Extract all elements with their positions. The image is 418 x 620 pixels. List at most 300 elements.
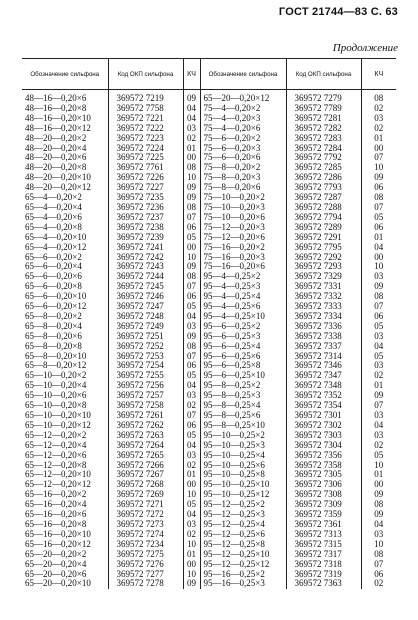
- col-header-kch: КЧ: [183, 59, 200, 90]
- right-kch-cell: 01: [361, 134, 396, 144]
- left-okp-code-cell: 369572 7252: [108, 342, 183, 352]
- table-row: [22, 579, 396, 589]
- left-kch-cell: 04: [183, 441, 200, 451]
- right-designation-cell: 95—4—0,25×2: [200, 272, 286, 282]
- right-okp-code-cell: 369572 7285: [286, 163, 361, 173]
- left-kch-cell: 01: [183, 470, 200, 480]
- col-header-okp-code-right: Код ОКП сильфона: [286, 59, 361, 90]
- right-designation-cell: 95—12—0,25×12: [200, 560, 286, 570]
- left-designation-cell: 48—16—0,20×10: [25, 112, 91, 123]
- left-okp-code-cell: 369572 7262: [108, 421, 183, 431]
- right-designation-cell: 95—6—0,25×10: [200, 371, 286, 381]
- left-kch-cell: 08: [183, 203, 200, 213]
- left-designation-cell: 65—12—0,20×4: [25, 439, 87, 450]
- right-designation-cell: 95—6—0,25×8: [200, 361, 286, 371]
- left-designation-cell: 48—20—0,20×10: [25, 172, 91, 183]
- right-okp-code-cell: 369572 7289: [286, 223, 361, 233]
- right-okp-code-cell: 369572 7304: [286, 441, 361, 451]
- right-designation-cell: 95—12—0,25×10: [200, 550, 286, 560]
- col-header-designation-right: Обозначение сильфона: [200, 59, 286, 90]
- left-okp-code-cell: 369572 7268: [108, 480, 183, 490]
- right-okp-code-cell: 369572 7356: [286, 451, 361, 461]
- table-row: [22, 243, 396, 253]
- left-kch-cell: 05: [183, 371, 200, 381]
- left-okp-code-cell: 369572 7267: [108, 470, 183, 480]
- left-okp-code-cell: 369572 7264: [108, 441, 183, 451]
- left-designation-cell: 48—20—0,20×4: [25, 142, 87, 153]
- right-kch-cell: 07: [361, 203, 396, 213]
- right-okp-code-cell: 369572 7291: [286, 233, 361, 243]
- right-kch-cell: 03: [361, 411, 396, 421]
- right-okp-code-cell: 369572 7334: [286, 312, 361, 322]
- left-designation-cell: 65—8—0,20×8: [25, 340, 82, 351]
- left-designation-cell: 65—4—0,20×2: [25, 192, 82, 203]
- right-designation-cell: 95—8—0,25×2: [200, 381, 286, 391]
- left-designation-cell: 65—6—0,20×12: [25, 301, 87, 312]
- right-okp-code-cell: 369572 7314: [286, 352, 361, 362]
- left-okp-code-cell: 369572 7236: [108, 203, 183, 213]
- right-okp-code-cell: 369572 7793: [286, 183, 361, 193]
- right-okp-code-cell: 369572 7282: [286, 124, 361, 134]
- right-kch-cell: 05: [361, 352, 396, 362]
- left-designation-cell: 48—20—0,20×8: [25, 162, 87, 173]
- left-kch-cell: 03: [183, 124, 200, 134]
- left-okp-code-cell: 369572 7255: [108, 371, 183, 381]
- left-okp-code-cell: 369572 7238: [108, 223, 183, 233]
- left-okp-code-cell: 369572 7234: [108, 540, 183, 550]
- left-kch-cell: 07: [183, 352, 200, 362]
- left-designation-cell: 65—4—0,20×6: [25, 211, 82, 222]
- right-okp-code-cell: 369572 7338: [286, 332, 361, 342]
- bellows-code-table: [22, 58, 396, 589]
- right-designation-cell: 75—8—0,20×3: [200, 173, 286, 183]
- right-designation-cell: 75—4—0,20×3: [200, 114, 286, 124]
- left-designation-cell: 65—10—0,20×2: [25, 370, 87, 381]
- left-designation-cell: 65—16—0,20×12: [25, 538, 91, 549]
- right-kch-cell: 05: [361, 322, 396, 332]
- left-designation-cell: 65—8—0,20×10: [25, 350, 87, 361]
- right-designation-cell: 95—12—0,25×4: [200, 520, 286, 530]
- left-kch-cell: 09: [183, 262, 200, 272]
- right-kch-cell: 03: [361, 114, 396, 124]
- left-designation-cell: 65—10—0,20×8: [25, 400, 87, 411]
- left-kch-cell: 10: [183, 540, 200, 550]
- left-designation-cell: 65—20—0,20×2: [25, 548, 87, 559]
- left-okp-code-cell: 369572 7235: [108, 193, 183, 203]
- right-okp-code-cell: 369572 7313: [286, 530, 361, 540]
- left-designation-cell: 65—4—0,20×8: [25, 221, 82, 232]
- left-kch-cell: 09: [183, 183, 200, 193]
- right-kch-cell: 00: [361, 144, 396, 154]
- left-okp-code-cell: 369572 7246: [108, 292, 183, 302]
- right-okp-code-cell: 369572 7363: [286, 579, 361, 589]
- left-kch-cell: 08: [183, 272, 200, 282]
- left-okp-code-cell: 369572 7263: [108, 431, 183, 441]
- left-kch-cell: 09: [183, 332, 200, 342]
- left-kch-cell: 04: [183, 104, 200, 114]
- left-kch-cell: 04: [183, 381, 200, 391]
- right-okp-code-cell: 369572 7336: [286, 322, 361, 332]
- left-designation-cell: 65—12—0,20×6: [25, 449, 87, 460]
- left-okp-code-cell: 369572 7219: [108, 94, 183, 104]
- right-kch-cell: 09: [361, 510, 396, 520]
- left-okp-code-cell: 369572 7241: [108, 243, 183, 253]
- left-kch-cell: 03: [183, 391, 200, 401]
- right-designation-cell: 95—12—0,25×6: [200, 530, 286, 540]
- left-okp-code-cell: 369572 7274: [108, 530, 183, 540]
- left-kch-cell: 05: [183, 302, 200, 312]
- right-designation-cell: 75—12—0,20×6: [200, 233, 286, 243]
- right-kch-cell: 08: [361, 94, 396, 104]
- right-designation-cell: 95—10—0,25×10: [200, 480, 286, 490]
- left-kch-cell: 03: [183, 451, 200, 461]
- col-header-okp-code: Код ОКП сильфона: [108, 59, 183, 90]
- right-kch-cell: 08: [361, 193, 396, 203]
- right-designation-cell: 95—12—0,25×3: [200, 510, 286, 520]
- left-kch-cell: 05: [183, 233, 200, 243]
- left-kch-cell: 09: [183, 94, 200, 104]
- left-designation-cell: 65—8—0,20×2: [25, 310, 82, 321]
- right-designation-cell: 95—8—0,25×4: [200, 401, 286, 411]
- left-kch-cell: 09: [183, 193, 200, 203]
- right-kch-cell: 02: [361, 371, 396, 381]
- left-okp-code-cell: 369572 7275: [108, 550, 183, 560]
- right-designation-cell: 95—12—0,25×2: [200, 500, 286, 510]
- left-kch-cell: 04: [183, 510, 200, 520]
- right-kch-cell: 04: [361, 243, 396, 253]
- left-designation-cell: 65—12—0,20×8: [25, 459, 87, 470]
- left-kch-cell: 08: [183, 163, 200, 173]
- right-kch-cell: 02: [361, 579, 396, 589]
- right-designation-cell: 95—12—0,25×8: [200, 540, 286, 550]
- right-kch-cell: 03: [361, 431, 396, 441]
- right-designation-cell: 95—4—0,25×10: [200, 312, 286, 322]
- right-okp-code-cell: 369572 7347: [286, 371, 361, 381]
- left-designation-cell: 48—20—0,20×6: [25, 152, 87, 163]
- right-designation-cell: 95—10—0,25×4: [200, 451, 286, 461]
- right-designation-cell: 95—4—0,25×6: [200, 302, 286, 312]
- right-designation-cell: 75—10—0,20×3: [200, 203, 286, 213]
- right-kch-cell: 09: [361, 282, 396, 292]
- left-kch-cell: 07: [183, 213, 200, 223]
- left-designation-cell: 65—6—0,20×10: [25, 291, 87, 302]
- left-okp-code-cell: 369572 7276: [108, 560, 183, 570]
- left-kch-cell: 02: [183, 461, 200, 471]
- left-designation-cell: 65—6—0,20×8: [25, 281, 82, 292]
- left-designation-cell: 48—20—0,20×12: [25, 182, 91, 193]
- right-designation-cell: 95—4—0,25×3: [200, 282, 286, 292]
- right-okp-code-cell: 369572 7303: [286, 431, 361, 441]
- col-header-kch-right: КЧ: [361, 59, 396, 90]
- right-kch-cell: 10: [361, 461, 396, 471]
- left-kch-cell: 08: [183, 342, 200, 352]
- left-kch-cell: 01: [183, 144, 200, 154]
- left-designation-cell: 65—12—0,20×10: [25, 469, 91, 480]
- right-designation-cell: 75—6—0,20×6: [200, 153, 286, 163]
- right-designation-cell: 75—8—0,20×2: [200, 163, 286, 173]
- right-kch-cell: 05: [361, 451, 396, 461]
- left-designation-cell: 65—6—0,20×2: [25, 251, 82, 262]
- left-okp-code-cell: 369572 7226: [108, 173, 183, 183]
- right-kch-cell: 09: [361, 391, 396, 401]
- left-kch-cell: 06: [183, 421, 200, 431]
- right-designation-cell: 95—16—0,25×3: [200, 579, 286, 589]
- left-kch-cell: 05: [183, 431, 200, 441]
- right-designation-cell: 75—6—0,20×3: [200, 144, 286, 154]
- right-okp-code-cell: 369572 7319: [286, 570, 361, 580]
- right-kch-cell: 07: [361, 401, 396, 411]
- left-kch-cell: 09: [183, 579, 200, 589]
- right-okp-code-cell: 369572 7305: [286, 470, 361, 480]
- table-header-row: [22, 59, 396, 90]
- right-okp-code-cell: 369572 7333: [286, 302, 361, 312]
- left-okp-code-cell: 369572 7251: [108, 332, 183, 342]
- right-okp-code-cell: 369572 7283: [286, 134, 361, 144]
- left-kch-cell: 06: [183, 361, 200, 371]
- right-okp-code-cell: 369572 7293: [286, 262, 361, 272]
- right-okp-code-cell: 369572 7281: [286, 114, 361, 124]
- right-designation-cell: 95—10—0,25×3: [200, 441, 286, 451]
- right-kch-cell: 10: [361, 262, 396, 272]
- left-okp-code-cell: 369572 7266: [108, 461, 183, 471]
- right-designation-cell: 95—16—0,25×2: [200, 570, 286, 580]
- right-kch-cell: 06: [361, 223, 396, 233]
- left-okp-code-cell: 369572 7223: [108, 134, 183, 144]
- left-kch-cell: 03: [183, 520, 200, 530]
- left-okp-code-cell: 369572 7258: [108, 401, 183, 411]
- left-designation-cell: 65—16—0,20×4: [25, 499, 87, 510]
- left-okp-code-cell: 369572 7256: [108, 381, 183, 391]
- left-kch-cell: 10: [183, 173, 200, 183]
- right-okp-code-cell: 369572 7317: [286, 550, 361, 560]
- left-designation-cell: 48—16—0,20×12: [25, 122, 91, 133]
- right-kch-cell: 07: [361, 153, 396, 163]
- left-okp-code-cell: 369572 7224: [108, 144, 183, 154]
- right-okp-code-cell: 369572 7302: [286, 421, 361, 431]
- right-kch-cell: 06: [361, 570, 396, 580]
- left-kch-cell: 07: [183, 411, 200, 421]
- left-okp-code-cell: 369572 7273: [108, 520, 183, 530]
- right-okp-code-cell: 369572 7346: [286, 361, 361, 371]
- left-okp-code-cell: 369572 7254: [108, 361, 183, 371]
- right-kch-cell: 10: [361, 163, 396, 173]
- right-designation-cell: 95—4—0,25×4: [200, 292, 286, 302]
- right-kch-cell: 08: [361, 500, 396, 510]
- right-kch-cell: 01: [361, 470, 396, 480]
- right-kch-cell: 06: [361, 312, 396, 322]
- left-okp-code-cell: 369572 7272: [108, 510, 183, 520]
- left-okp-code-cell: 369572 7247: [108, 302, 183, 312]
- left-kch-cell: 06: [183, 292, 200, 302]
- right-okp-code-cell: 369572 7287: [286, 193, 361, 203]
- left-okp-code-cell: 369572 7225: [108, 153, 183, 163]
- right-kch-cell: 00: [361, 253, 396, 263]
- left-okp-code-cell: 369572 7278: [108, 579, 183, 589]
- table-body: [22, 90, 396, 590]
- page-header: ГОСТ 21744—83 С. 63: [278, 6, 398, 18]
- right-designation-cell: 95—6—0,25×3: [200, 332, 286, 342]
- right-designation-cell: 75—16—0,20×2: [200, 243, 286, 253]
- left-okp-code-cell: 369572 7237: [108, 213, 183, 223]
- left-designation-cell: 65—20—0,20×6: [25, 568, 87, 579]
- right-okp-code-cell: 369572 7792: [286, 153, 361, 163]
- left-kch-cell: 06: [183, 223, 200, 233]
- left-kch-cell: 00: [183, 480, 200, 490]
- right-kch-cell: 10: [361, 540, 396, 550]
- left-designation-cell: 48—16—0,20×8: [25, 102, 87, 113]
- right-kch-cell: 01: [361, 381, 396, 391]
- right-designation-cell: 75—10—0,20×6: [200, 213, 286, 223]
- right-okp-code-cell: 369572 7358: [286, 461, 361, 471]
- left-designation-cell: 65—8—0,20×4: [25, 320, 82, 331]
- right-okp-code-cell: 369572 7286: [286, 173, 361, 183]
- left-designation-cell: 65—8—0,20×12: [25, 360, 87, 371]
- right-designation-cell: 95—8—0,25×10: [200, 421, 286, 431]
- left-designation-cell: 65—12—0,20×2: [25, 429, 87, 440]
- right-designation-cell: 75—4—0,20×2: [200, 104, 286, 114]
- right-kch-cell: 04: [361, 342, 396, 352]
- right-okp-code-cell: 369572 7284: [286, 144, 361, 154]
- right-designation-cell: 75—4—0,20×6: [200, 124, 286, 134]
- right-kch-cell: 01: [361, 233, 396, 243]
- left-designation-cell: 65—12—0,20×12: [25, 479, 91, 490]
- right-kch-cell: 08: [361, 550, 396, 560]
- left-designation-cell: 65—4—0,20×12: [25, 241, 87, 252]
- left-kch-cell: 07: [183, 282, 200, 292]
- left-okp-code-cell: 369572 7249: [108, 322, 183, 332]
- left-okp-code-cell: 369572 7244: [108, 272, 183, 282]
- right-kch-cell: 02: [361, 124, 396, 134]
- right-kch-cell: 02: [361, 104, 396, 114]
- right-okp-code-cell: 369572 7329: [286, 272, 361, 282]
- right-okp-code-cell: 369572 7794: [286, 213, 361, 223]
- right-designation-cell: 75—16—0,20×6: [200, 262, 286, 272]
- right-designation-cell: 95—10—0,25×2: [200, 431, 286, 441]
- right-designation-cell: 95—10—0,25×12: [200, 490, 286, 500]
- left-okp-code-cell: 369572 7227: [108, 183, 183, 193]
- right-okp-code-cell: 369572 7359: [286, 510, 361, 520]
- right-kch-cell: 09: [361, 490, 396, 500]
- right-kch-cell: 04: [361, 520, 396, 530]
- left-okp-code-cell: 369572 7248: [108, 312, 183, 322]
- left-okp-code-cell: 369572 7243: [108, 262, 183, 272]
- right-okp-code-cell: 369572 7308: [286, 490, 361, 500]
- right-designation-cell: 95—6—0,25×4: [200, 342, 286, 352]
- left-designation-cell: 65—20—0,20×10: [25, 578, 91, 589]
- left-designation-cell: 65—16—0,20×6: [25, 509, 87, 520]
- right-okp-code-cell: 369572 7279: [286, 94, 361, 104]
- right-okp-code-cell: 369572 7352: [286, 391, 361, 401]
- left-designation-cell: 65—10—0,20×10: [25, 410, 91, 420]
- left-okp-code-cell: 369572 7261: [108, 411, 183, 421]
- right-kch-cell: 07: [361, 302, 396, 312]
- left-kch-cell: 00: [183, 153, 200, 163]
- left-okp-code-cell: 369572 7269: [108, 490, 183, 500]
- left-kch-cell: 00: [183, 243, 200, 253]
- left-okp-code-cell: 369572 7221: [108, 114, 183, 124]
- right-designation-cell: 75—12—0,20×3: [200, 223, 286, 233]
- right-kch-cell: 02: [361, 441, 396, 451]
- right-okp-code-cell: 369572 7331: [286, 282, 361, 292]
- left-designation-cell: 48—20—0,20×2: [25, 132, 87, 143]
- right-kch-cell: 03: [361, 530, 396, 540]
- left-designation-cell: 65—20—0,20×4: [25, 558, 87, 569]
- right-designation-cell: 75—16—0,20×3: [200, 253, 286, 263]
- right-okp-code-cell: 369572 7361: [286, 520, 361, 530]
- right-okp-code-cell: 369572 7309: [286, 500, 361, 510]
- right-designation-cell: 95—6—0,25×6: [200, 352, 286, 362]
- left-designation-cell: 65—16—0,20×8: [25, 518, 87, 529]
- left-okp-code-cell: 369572 7257: [108, 391, 183, 401]
- left-kch-cell: 05: [183, 500, 200, 510]
- left-kch-cell: 02: [183, 134, 200, 144]
- left-kch-cell: 04: [183, 312, 200, 322]
- left-kch-cell: 10: [183, 253, 200, 263]
- left-kch-cell: 01: [183, 550, 200, 560]
- right-kch-cell: 00: [361, 480, 396, 490]
- left-designation-cell: 65—10—0,20×12: [25, 419, 91, 430]
- left-okp-code-cell: 369572 7222: [108, 124, 183, 134]
- left-kch-cell: 03: [183, 322, 200, 332]
- right-kch-cell: 03: [361, 272, 396, 282]
- left-designation-cell: 65—4—0,20×10: [25, 231, 87, 242]
- col-header-designation: Обозначение сильфона: [22, 59, 108, 90]
- right-kch-cell: 04: [361, 421, 396, 431]
- left-designation-cell: 65—6—0,20×6: [25, 271, 82, 282]
- right-okp-code-cell: 369572 7348: [286, 381, 361, 391]
- right-kch-cell: 06: [361, 183, 396, 193]
- right-okp-code-cell: 369572 7288: [286, 203, 361, 213]
- left-designation-cell: 65—10—0,20×6: [25, 390, 87, 401]
- left-okp-code-cell: 369572 7239: [108, 233, 183, 243]
- left-designation-cell: 65—16—0,20×2: [25, 489, 87, 500]
- right-okp-code-cell: 369572 7306: [286, 480, 361, 490]
- left-kch-cell: 02: [183, 401, 200, 411]
- right-designation-cell: 75—8—0,20×6: [200, 183, 286, 193]
- continuation-label: Продолжение: [332, 42, 398, 54]
- right-okp-code-cell: 369572 7354: [286, 401, 361, 411]
- left-designation-cell: 65—4—0,20×4: [25, 201, 82, 212]
- right-okp-code-cell: 369572 7332: [286, 292, 361, 302]
- right-kch-cell: 05: [361, 213, 396, 223]
- left-okp-code-cell: 369572 7253: [108, 352, 183, 362]
- right-designation-cell: 95—6—0,25×2: [200, 322, 286, 332]
- left-okp-code-cell: 369572 7265: [108, 451, 183, 461]
- right-designation-cell: 95—10—0,25×6: [200, 461, 286, 471]
- right-kch-cell: 07: [361, 560, 396, 570]
- right-designation-cell: 75—10—0,20×2: [200, 193, 286, 203]
- left-kch-cell: 04: [183, 114, 200, 124]
- left-designation-cell: 65—10—0,20×4: [25, 380, 87, 391]
- right-okp-code-cell: 369572 7789: [286, 104, 361, 114]
- right-designation-cell: 95—10—0,25×8: [200, 470, 286, 480]
- left-kch-cell: 00: [183, 560, 200, 570]
- left-kch-cell: 10: [183, 490, 200, 500]
- table-row: [22, 560, 396, 570]
- right-kch-cell: 09: [361, 173, 396, 183]
- left-okp-code-cell: 369572 7761: [108, 163, 183, 173]
- left-kch-cell: 10: [183, 570, 200, 580]
- right-okp-code-cell: 369572 7795: [286, 243, 361, 253]
- right-designation-cell: 95—8—0,25×6: [200, 411, 286, 421]
- left-okp-code-cell: 369572 7242: [108, 253, 183, 263]
- right-designation-cell: 65—20—0,20×12: [200, 94, 286, 104]
- right-okp-code-cell: 369572 7301: [286, 411, 361, 421]
- right-okp-code-cell: 369572 7292: [286, 253, 361, 263]
- left-okp-code-cell: 369572 7758: [108, 104, 183, 114]
- left-okp-code-cell: 369572 7271: [108, 500, 183, 510]
- right-okp-code-cell: 369572 7315: [286, 540, 361, 550]
